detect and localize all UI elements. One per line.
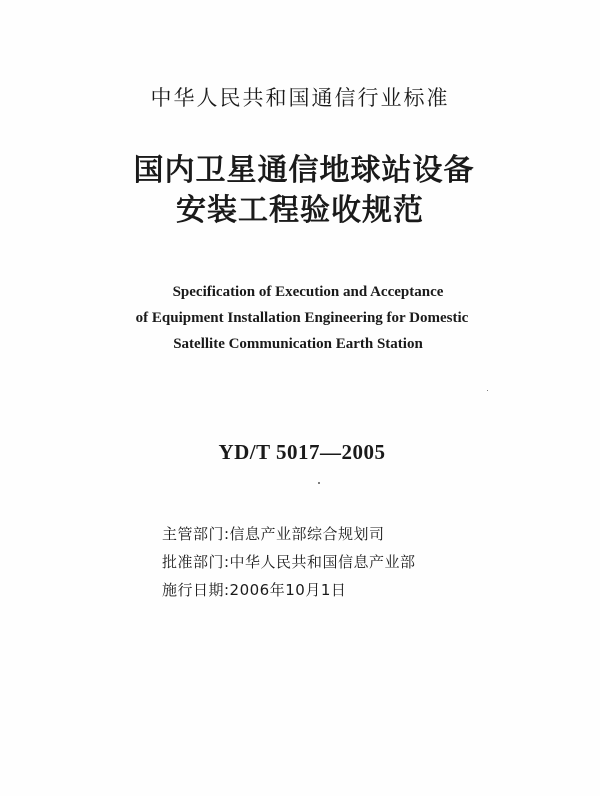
scan-speck: [487, 390, 488, 391]
approving-department: 批准部门:中华人民共和国信息产业部: [162, 553, 416, 571]
english-title-line-2: of Equipment Installation Engineering for Domestic: [135, 310, 469, 326]
english-title-line-1: Specification of Execution and Acceptance: [172, 284, 444, 300]
chinese-title-line-2: 安装工程验收规范: [176, 193, 424, 228]
standard-series-line: 中华人民共和国通信行业标准: [150, 86, 450, 110]
competent-department: 主管部门:信息产业部综合规划司: [162, 525, 385, 543]
effective-date: 施行日期:2006年10月1日: [162, 581, 347, 599]
scan-speck: [318, 482, 320, 484]
english-title-line-3: Satellite Communication Earth Station: [173, 336, 423, 352]
standard-code: YD/T 5017—2005: [218, 440, 386, 464]
chinese-title-line-1: 国内卫星通信地球站设备: [133, 153, 475, 188]
